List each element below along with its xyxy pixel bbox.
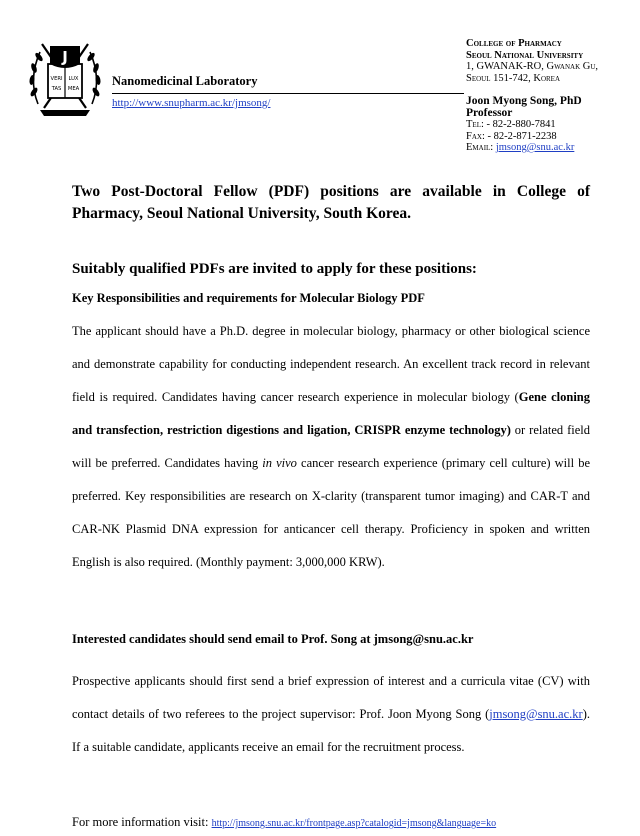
requirements-paragraph — [72, 315, 590, 579]
requirements-text-c: cancer research experience (primary cell culture) will be preferred. Key responsibilities are research on X-clarity (transparent tumor imaging) and CAR-T and CAR-NK Plasmid DNA expression for anticancer cell therapy. Proficiency in spoken and written English is also required. (Monthly payment: 3,000,000 KRW). — [72, 456, 591, 569]
requirements-text-a: The applicant should have a Ph.D. degree in molecular biology, pharmacy or other biological science and demonstrate capability for conducting independent research. An excellent track record in relevant field is required. Candidates having cancer research experience in molecular biology ( — [72, 324, 590, 404]
university-name: Seoul National University — [466, 49, 584, 61]
svg-text:TAS: TAS — [51, 86, 62, 92]
contact-email-link[interactable]: jmsong@snu.ac.kr — [495, 142, 575, 153]
fax-number: - 82-2-871-2238 — [484, 130, 557, 142]
college-name: College of Pharmacy — [466, 38, 562, 49]
svg-text:LUX: LUX — [68, 76, 79, 82]
fax-line — [466, 131, 636, 143]
application-text-a: Prospective applicants should first send a brief expression of interest and a curricula vitae (CV) with contact details of two referees to the project supervisor: Prof. Joon Myong Song ( — [72, 674, 590, 721]
announcement-headline: Two Post-Doctoral Fellow (PDF) positions are available in College of Pharmacy, Seoul National University, South Korea. — [72, 183, 590, 222]
professor-title: Professor — [466, 107, 513, 119]
city-address: Seoul 151-742, Korea — [466, 72, 561, 84]
street-address: 1, GWANAK-RO, Gwanak Gu, — [466, 61, 599, 72]
requirements-section-title: Key Responsibilities and requirements for Molecular Biology PDF — [72, 291, 425, 305]
application-email-callout: Interested candidates should send email to Prof. Song at jmsong@snu.ac.kr — [72, 632, 474, 646]
contact-block — [466, 95, 636, 154]
svg-text:J: J — [62, 48, 68, 66]
application-text-b: ). If a suitable candidate, applicants receive an email for the recruitment process. — [72, 707, 590, 754]
more-info-label: For more information visit: — [72, 815, 212, 829]
svg-text:VERI: VERI — [50, 76, 63, 82]
lab-name: Nanomedicinal Laboratory — [112, 74, 258, 88]
email-label: Email: — [466, 142, 494, 153]
more-info-link[interactable]: http://jmsong.snu.ac.kr/frontpage.asp?catalogid=jmsong&language=ko — [211, 818, 497, 829]
email-line — [466, 142, 636, 154]
requirements-text-b: or related field will be preferred. Candidates having — [72, 423, 590, 470]
required-skills-bold: Gene cloning and transfection, restriction digestions and ligation, CRISPR enzyme technology) — [72, 390, 590, 437]
supervisor-email-link[interactable]: jmsong@snu.ac.kr — [489, 707, 583, 721]
tel-number: - 82-2-880-7841 — [483, 119, 556, 130]
fax-label: Fax: — [466, 130, 485, 142]
svg-text:MEA: MEA — [67, 86, 80, 92]
tel-line — [466, 119, 636, 131]
lab-website-link[interactable]: http://www.snupharm.ac.kr/jmsong/ — [112, 97, 271, 109]
invitation-subheading: Suitably qualified PDFs are invited to apply for these positions: — [72, 261, 477, 277]
tel-label: Tel: — [466, 119, 484, 130]
in-vivo-italic: in vivo — [262, 456, 297, 470]
professor-name: Joon Myong Song, PhD — [466, 95, 582, 107]
college-address — [466, 38, 636, 84]
application-paragraph — [72, 665, 590, 764]
university-emblem-logo — [22, 34, 108, 120]
more-info-line — [72, 815, 496, 830]
header-divider — [112, 93, 464, 94]
